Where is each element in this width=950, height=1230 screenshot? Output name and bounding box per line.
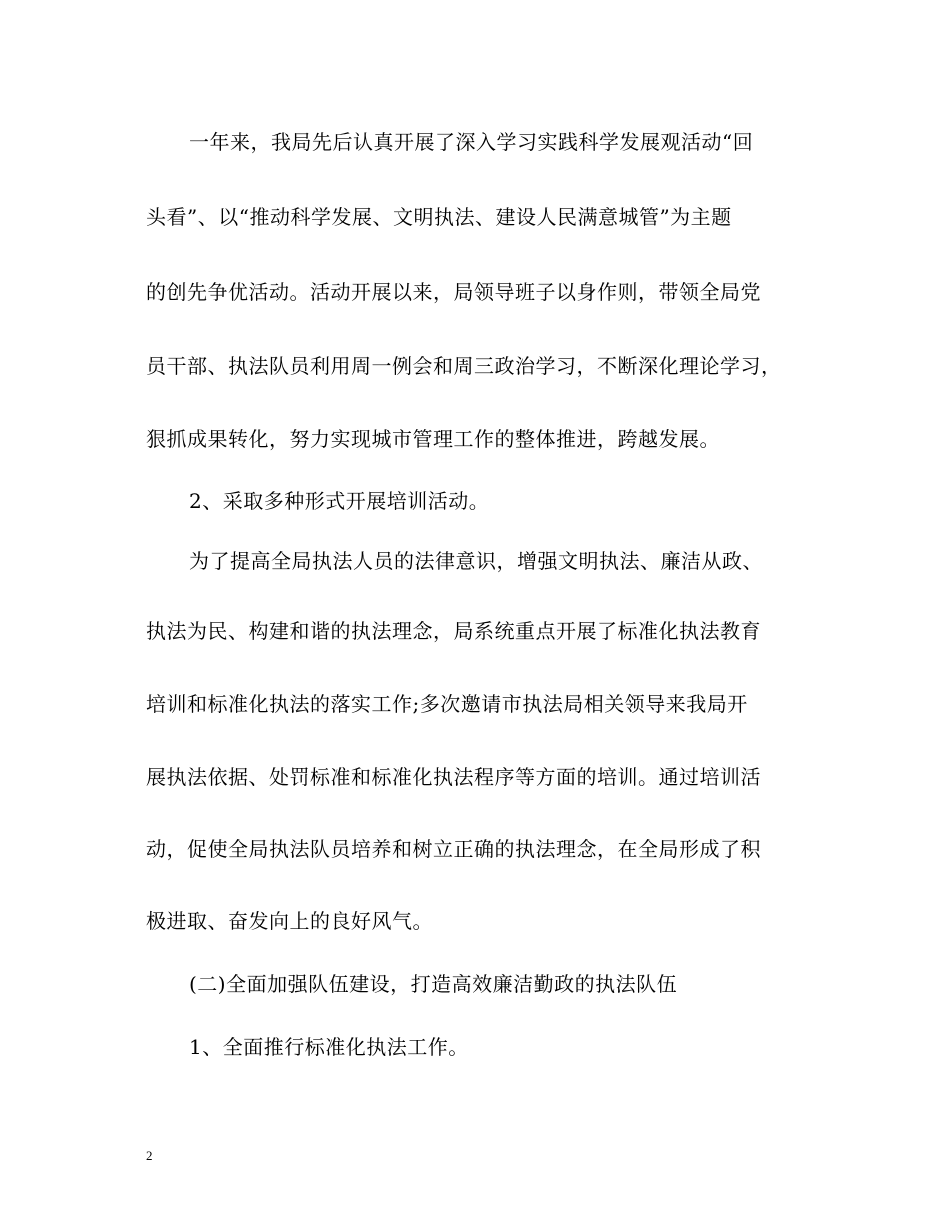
- section-heading-2: 2、采取多种形式开展培训活动。: [189, 489, 490, 513]
- paragraph-1-line-3: 的创先争优活动。活动开展以来，局领导班子以身作则，带领全局党: [146, 280, 761, 304]
- section-heading-1: 1、全面推行标准化执法工作。: [189, 1035, 469, 1059]
- paragraph-1-line-4: 员干部、执法队员利用周一例会和周三政治学习，不断深化理论学习，: [146, 354, 782, 378]
- paragraph-2-line-6: 极进取、奋发向上的良好风气。: [146, 909, 433, 933]
- paragraph-2-line-5: 动，促使全局执法队员培养和树立正确的执法理念，在全局形成了积: [146, 837, 761, 861]
- paragraph-1-line-5: 狠抓成果转化，努力实现城市管理工作的整体推进，跨越发展。: [146, 427, 720, 451]
- paragraph-2-line-1: 为了提高全局执法人员的法律意识，增强文明执法、廉洁从政、: [189, 549, 763, 573]
- paragraph-1-line-1: 一年来，我局先后认真开展了深入学习实践科学发展观活动“回: [189, 130, 754, 154]
- section-heading-er: (二)全面加强队伍建设，打造高效廉洁勤政的执法队伍: [189, 972, 678, 996]
- paragraph-1-line-2: 头看”、以“推动科学发展、文明执法、建设人民满意城管”为主题: [146, 205, 732, 229]
- paragraph-2-line-2: 执法为民、构建和谐的执法理念，局系统重点开展了标准化执法教育: [146, 619, 761, 643]
- page-number: 2: [146, 1148, 153, 1163]
- paragraph-2-line-3: 培训和标准化执法的落实工作;多次邀请市执法局相关领导来我局开: [146, 692, 748, 716]
- paragraph-2-line-4: 展执法依据、处罚标准和标准化执法程序等方面的培训。通过培训活: [146, 765, 761, 789]
